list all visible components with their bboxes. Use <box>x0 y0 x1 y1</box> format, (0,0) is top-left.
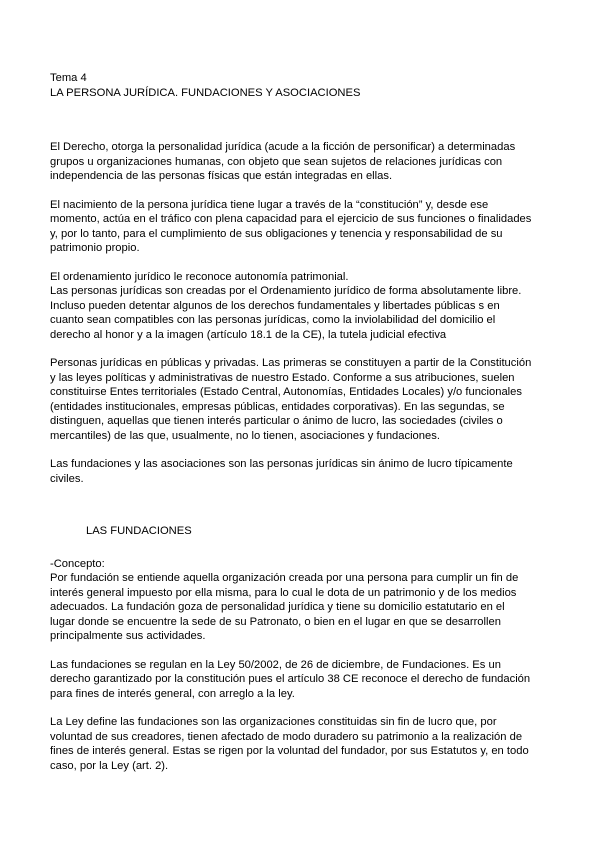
text-line: grupos u organizaciones humanas, con objeto que sean sujetos de relaciones jurídicas con <box>50 155 503 168</box>
text-line: adecuados. La fundación goza de personalidad jurídica y tiene su domicilio estatutario en el <box>50 601 505 613</box>
text-line: Las fundaciones y las asociaciones son las personas jurídicas sin ánimo de lucro típicamente <box>50 458 513 470</box>
text-line: Las fundaciones se regulan en la Ley 50/2002, de 26 de diciembre, de Fundaciones. Es un <box>50 658 501 671</box>
paragraph-1 <box>50 140 550 184</box>
paragraph-4 <box>50 356 550 443</box>
text-line: (entidades institucionales, empresas públicas, entidades corporativas). En las segundas, se <box>50 400 505 413</box>
document-title: LA PERSONA JURÍDICA. FUNDACIONES Y ASOCIACIONES <box>50 86 361 99</box>
document-page <box>50 71 550 773</box>
text-line: El nacimiento de la persona jurídica tiene lugar a través de la “constitución” y, desde ese <box>50 198 489 211</box>
text-line: para fines de interés general, con arreglo a la ley. <box>50 687 295 700</box>
text-line: derecho al honor y a la imagen (artículo 18.1 de la CE), la tutela judicial efectiva <box>50 328 447 341</box>
concept-block <box>50 557 550 644</box>
text-line: interés general impuesto por ella misma, para lo cual le dota de un patrimonio y de los medios <box>50 586 517 599</box>
section-heading: LAS FUNDACIONES <box>86 525 192 537</box>
paragraph-3 <box>50 270 550 343</box>
text-line: Las personas jurídicas son creadas por el Ordenamiento jurídico de forma absolutamente libre. <box>50 285 522 297</box>
text-line: momento, actúa en el tráfico con plena capacidad para el ejercicio de sus funciones o finalidades <box>50 213 532 225</box>
text-line: constituirse Entes territoriales (Estado Central, Autonomías, Entidades Locales) y/o funcionales <box>50 386 522 398</box>
text-line: derecho garantizado por la constitución pues el artículo 38 CE reconoce el derecho de fundación <box>50 673 531 685</box>
text-line: y las leyes políticas y administrativas de nuestro Estado. Conforme a sus atribuciones, suelen <box>50 371 515 384</box>
tema-label: Tema 4 <box>50 72 87 84</box>
text-line: distinguen, aquellas que tienen interés particular o ánimo de lucro, las sociedades (civiles o <box>50 415 503 427</box>
text-line: voluntad de sus creadores, tienen afectado de modo duradero su patrimonio a la realización de <box>50 730 523 743</box>
text-line: independencia de las personas físicas que están integradas en ellas. <box>50 170 393 182</box>
text-line: Personas jurídicas en públicas y privadas. Las primeras se constituyen a partir de la Constitución <box>50 357 532 369</box>
text-line: principalmente sus actividades. <box>50 630 206 642</box>
text-line: El Derecho, otorga la personalidad jurídica (acude a la ficción de personificar) a determinadas <box>50 141 516 153</box>
text-line: Por fundación se entiende aquella organización creada por una persona para cumplir un fin de <box>50 572 519 584</box>
text-line: cuanto sean compatibles con las personas jurídicas, como la inviolabilidad del domicilio el <box>50 314 496 326</box>
text-line: patrimonio propio. <box>50 242 140 254</box>
paragraph-2 <box>50 198 550 256</box>
text-line: lugar donde se encuentre la sede de su Patronato, o bien en el lugar en que se desarrollen <box>50 615 501 628</box>
text-line: mercantiles) de las que, usualmente, no lo tienen, asociaciones y fundaciones. <box>50 429 440 442</box>
text-line: fines de interés general. Estas se rigen por la voluntad del fundador, por sus Estatutos y, en todo <box>50 745 529 757</box>
text-line: La Ley define las fundaciones son las organizaciones constituidas sin fin de lucro que, por <box>50 716 497 728</box>
concept-label: -Concepto: <box>50 557 105 570</box>
text-line: caso, por la Ley (art. 2). <box>50 759 169 772</box>
section-paragraph-2 <box>50 658 550 702</box>
text-line: civiles. <box>50 472 84 485</box>
section-paragraph-3 <box>50 715 550 773</box>
paragraph-5 <box>50 457 550 486</box>
text-line: Incluso pueden detentar algunos de los derechos fundamentales y libertades públicas s en <box>50 299 500 312</box>
text-line: y, por lo tanto, para el cumplimiento de sus obligaciones y tenencia y responsabilidad de su <box>50 227 503 240</box>
text-line: El ordenamiento jurídico le reconoce autonomía patrimonial. <box>50 270 349 283</box>
section-title <box>50 524 550 539</box>
document-header <box>50 71 550 100</box>
